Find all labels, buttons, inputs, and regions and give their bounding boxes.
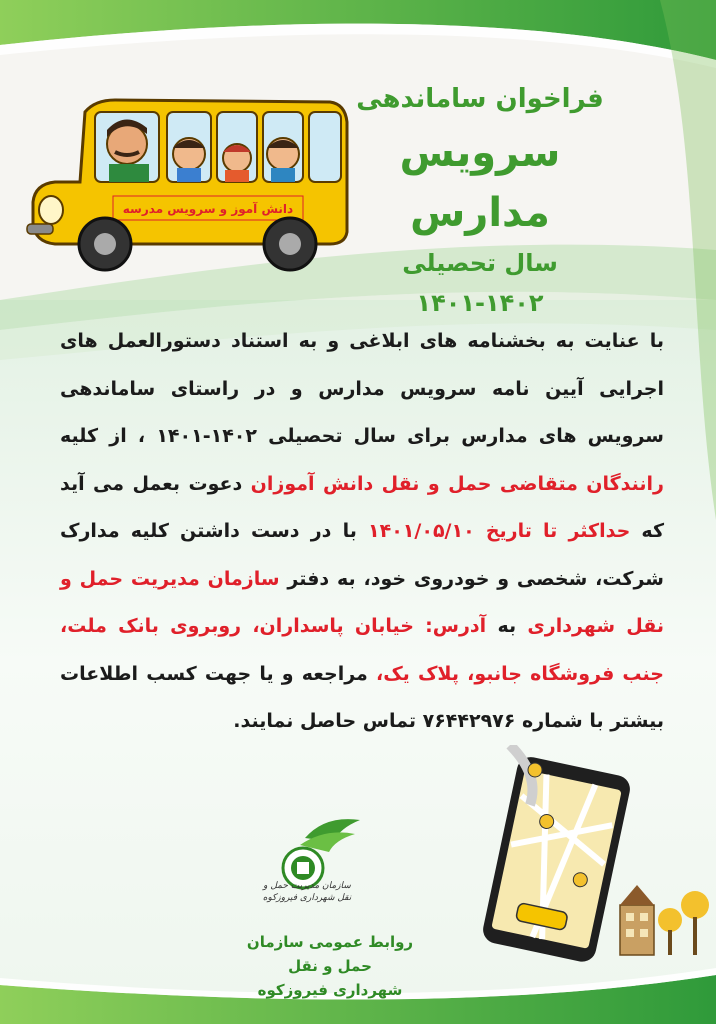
body-text-deadline: حداکثر تا تاریخ ۱۴۰۱/۰۵/۱۰ — [356, 520, 642, 542]
footer-line-1: روابط عمومی سازمان حمل و نقل — [246, 933, 414, 975]
body-text-organization: سازمان مدیریت حمل و نقل شهرداری — [60, 567, 664, 637]
title-line-1: فراخوان ساماندهی — [356, 84, 604, 114]
announcement-body — [60, 318, 664, 746]
school-bus-illustration — [25, 92, 355, 282]
organization-logo — [245, 810, 405, 925]
body-text-5: با در دست داشتن کلیه مدارک شرکت، شخصی و خودروی خود، به دفتر — [60, 520, 664, 590]
phone-map-illustration — [470, 745, 716, 970]
footer-line-2: شهرداری فیروزکوه — [257, 981, 403, 999]
body-text-drivers: رانندگان متقاضی حمل و نقل دانش آموزان — [242, 472, 664, 495]
body-text-address: آدرس: خیابان پاسداران، روبروی بانک ملت، جنب فروشگاه جانبو، پلاک یک، — [60, 615, 664, 685]
title-line-3: سال تحصیلی ۱۴۰۲-۱۴۰۱ — [402, 249, 558, 317]
footer — [245, 930, 415, 1002]
bus-banner-text: دانش آموز و سرویس مدرسه — [122, 202, 294, 216]
body-text-7: به — [497, 615, 517, 637]
title-line-2: سرویس مدارس — [399, 130, 561, 236]
body-text-9: مراجعه و یا جهت کسب اطلاعات بیشتر با شماره ۷۶۴۴۲۹۷۶ تماس حاصل نمایند. — [60, 662, 664, 732]
body-text-3: دعوت بعمل می آید که — [60, 472, 664, 542]
header-titles — [345, 75, 615, 323]
logo-caption: سازمان مدیریت حمل و نقل شهرداری فیروزکوه — [262, 881, 352, 903]
body-text-1: با عنایت به بخشنامه های ابلاغی و به استناد دستورالعمل های اجرایی آیین نامه سرویس مدارس و در راستای ساماندهی سرویس های مدارس برای سال تحصیلی ۱۴۰۲-۱۴۰۱ ، از کلیه — [60, 330, 664, 447]
